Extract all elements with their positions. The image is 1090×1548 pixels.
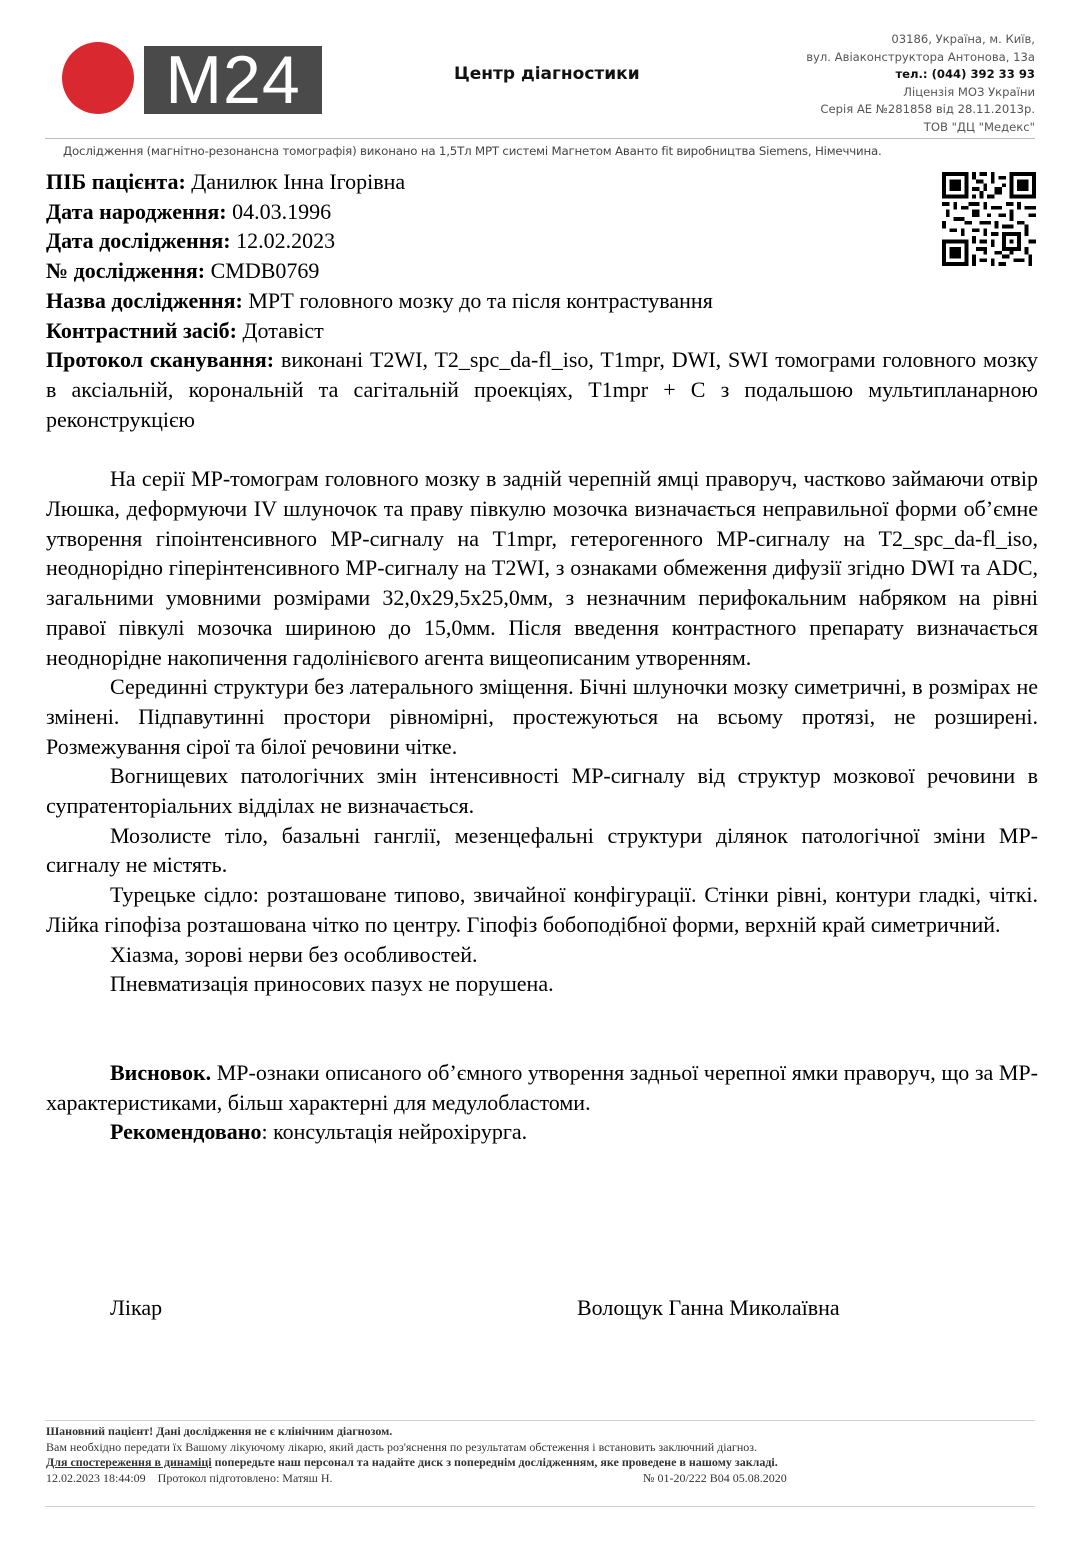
footer-bottom-divider: [45, 1506, 1035, 1507]
findings-paragraph: Хіазма, зорові нерви без особливостей.: [110, 941, 478, 967]
footer-notice-text: Шановний пацієнт! Дані дослідження не є клінічним діагнозом.: [46, 1424, 393, 1438]
recommendation: [46, 1117, 1038, 1147]
license-line: Ліцензія МОЗ України: [903, 84, 1035, 99]
logo-text: M24: [144, 46, 322, 114]
findings-paragraph: Серединні структури без латерального зміщення. Бічні шлуночки мозку симетричні, в розмірах не змінені. Підпавутинні простори рівномірні, простежуються на всьому протязі, не розширені. Розмежування сірої та білої речовини чітке.: [46, 674, 1038, 759]
field-value: Данилюк Інна Ігорівна: [185, 169, 406, 194]
logo-circle: [62, 42, 134, 114]
findings-paragraph: Турецьке сідло: розташоване типово, звичайної конфігурації. Стінки рівні, контури гладкі, чіткі. Лійка гіпофіза розташована чітко по центру. Гіпофіз бобоподібної форми, верхній край симетричний.: [46, 882, 1038, 937]
field-contrast: [46, 316, 1038, 346]
conclusion-text: МР-ознаки описаного об’ємного утворення задньої черепної ямки праворуч, що за МР-характеристиками, більш характерні для медулобластоми.: [46, 1059, 1038, 1115]
footer-timestamp: 12.02.2023 18:44:09: [46, 1470, 146, 1485]
clinic-phone: [735, 66, 1035, 84]
phone-number: (044) 392 33 93: [931, 67, 1035, 82]
conclusion-paragraph: [46, 1058, 1038, 1117]
footer-instruction: Вам необхідно передати їх Вашому лікуючому лікарю, який дасть роз'яснення по результатам обстеження і встановить заключний діагноз.: [46, 1439, 757, 1454]
recommendation-label: Рекомендовано: [110, 1119, 262, 1145]
field-value: CMDB0769: [205, 258, 320, 284]
field-value: 04.03.1996: [226, 198, 332, 224]
field-label: Дата дослідження:: [46, 228, 231, 254]
field-patient-name: [46, 167, 1038, 197]
license-line: Серія АЕ №281858 від 28.11.2013р.: [820, 102, 1035, 117]
field-label: Назва дослідження:: [46, 287, 243, 313]
report-body: [46, 167, 1038, 1147]
equipment-note: Дослідження (магнітно-резонансна томографія) виконано на 1,5Тл МРТ системі Магнетом Аванто fit виробництва Siemens, Німеччина.: [63, 144, 882, 158]
footer-prepared-by: Протокол підготовлено: Матяш Н.: [157, 1470, 333, 1485]
footer-doc-code: № 01-20/222 B04 05.08.2020: [643, 1470, 787, 1485]
findings: [46, 464, 1038, 999]
findings-paragraph: Пневматизація приносових пазух не порушена.: [110, 971, 554, 997]
footer-divider: [45, 1420, 1035, 1421]
field-value: Дотавіст: [237, 317, 324, 343]
field-value: виконані T2WI, T2_spc_da-fl_iso, T1mpr, DWI, SWI томограми головного мозку в аксіальній, корональній та сагітальній проекціях, T1mpr + C з подальшою мультипланарною реконструкцією: [46, 347, 1038, 432]
field-exam-name: [46, 286, 1038, 316]
conclusion: [46, 1058, 1038, 1147]
center-title: Центр діагностики: [454, 64, 640, 84]
doctor-label: Лікар: [110, 1295, 163, 1320]
footer-notice: [46, 1424, 1036, 1440]
findings-paragraph: На серії МР-томограм головного мозку в задній черепній ямці праворуч, частково займаючи отвір Люшка, деформуючи IV шлуночок та праву півкулю мозочка визначається неправильної форми об’ємне утворення гіпоінтенсивного МР-сигналу на T1mpr, гетерогенного МР-сигналу на T2_spc_da-fl_iso, неоднорідно гіперінтенсивного МР-сигналу на T2WI, з ознаками обмеження дифузії згідно DWI та ADC, загальними умовними розмірами 32,0х29,5х25,0мм, з незначним перифокальним набряком на рівні правої півкулі мозочка шириною до 15,0мм. Після введення контрастного препарату визначається неоднорідне накопичення гадолінієвого агента вищеописаним утворенням.: [46, 466, 1038, 670]
footer-followup-text: попередьте наш персонал та надайте диск з попереднім дослідженням, яке проведене в нашому закладі.: [211, 1455, 778, 1470]
footer: [46, 1424, 1036, 1486]
recommendation-text: : консультація нейрохірурга.: [261, 1119, 528, 1145]
patient-fields: [46, 167, 1038, 434]
conclusion-label: Висновок.: [110, 1059, 212, 1085]
phone-label: тел.:: [895, 67, 928, 82]
company-name: ТОВ "ДЦ "Медекс": [923, 119, 1035, 134]
footer-meta: [46, 1471, 1036, 1487]
field-value: 12.02.2023: [230, 228, 336, 254]
doctor-name: Волощук Ганна Миколаївна: [577, 1295, 840, 1320]
clinic-address-line: вул. Авіаконструктора Антонова, 13а: [806, 49, 1035, 64]
footer-followup-label: Для спостереження в динаміці: [46, 1455, 212, 1470]
field-label: ПІБ пацієнта:: [46, 169, 186, 194]
field-label: Протокол сканування:: [46, 347, 275, 373]
clinic-address-line: 03186, Україна, м. Київ,: [891, 32, 1035, 46]
clinic-info: [735, 31, 1035, 137]
findings-paragraph: Вогнищевих патологічних змін інтенсивності МР-сигналу від структур мозкової речовини в супратенторіальних відділах не визначається.: [46, 763, 1038, 819]
field-exam-date: [46, 226, 1038, 256]
field-protocol: [46, 345, 1038, 434]
field-birth-date: [46, 197, 1038, 227]
field-value: МРТ головного мозку до та після контрастування: [242, 287, 713, 313]
field-exam-number: [46, 256, 1038, 286]
field-label: № дослідження:: [46, 258, 206, 284]
field-label: Контрастний засіб:: [46, 317, 237, 343]
header-divider: [45, 138, 1035, 139]
clinic-logo: [60, 40, 325, 116]
findings-paragraph: Мозолисте тіло, базальні ганглії, мезенцефальні структури ділянок патологічної зміни МР-сигналу не містять.: [46, 822, 1038, 878]
footer-followup: [46, 1455, 1036, 1471]
field-label: Дата народження:: [46, 198, 227, 224]
